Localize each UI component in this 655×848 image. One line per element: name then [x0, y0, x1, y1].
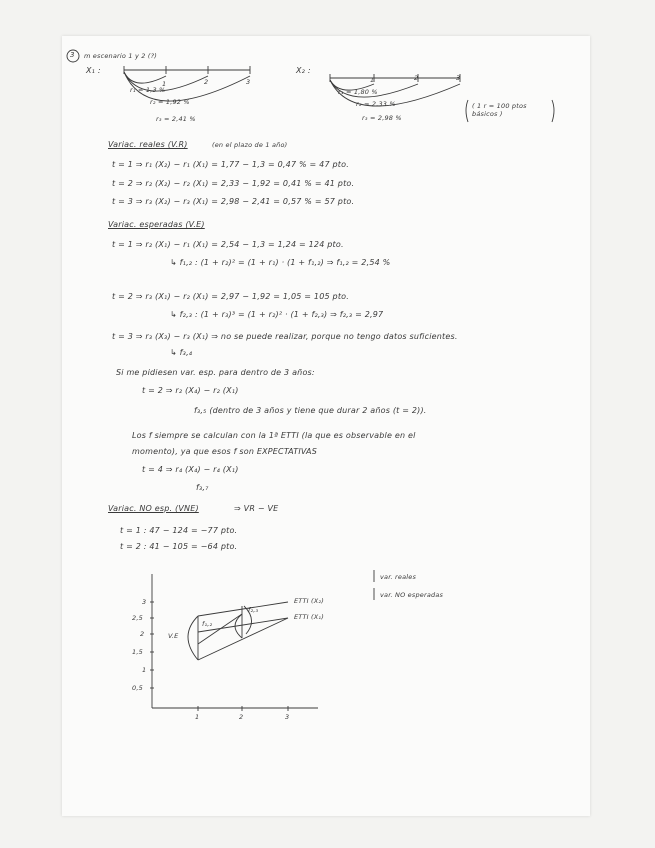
graph-legend-item: var. NO esperadas — [380, 591, 444, 599]
exercise-number: 3 — [70, 51, 75, 59]
graph-y-tick: 0,5 — [132, 684, 143, 692]
timeline-x2-rate: r₃ = 2,98 % — [362, 114, 402, 122]
real-variation-line: t = 3 ⇒ r₃ (X₂) − r₃ (X₁) = 2,98 − 2,41 = 0,57 % = 57 pto. — [112, 197, 355, 206]
unexpected-variation-line: t = 1 : 47 − 124 = −77 pto. — [120, 526, 238, 535]
timeline-x2-rate: r₁ = 1,80 % — [338, 88, 378, 96]
expected-variation-line: t = 2 ⇒ r₃ (X₁) − r₂ (X₁) = 2,97 − 1,92 = 1,05 = 105 pto. — [112, 292, 349, 301]
real-variation-line: t = 2 ⇒ r₂ (X₂) − r₂ (X₁) = 2,33 − 1,92 = 0,41 % = 41 pto. — [112, 179, 355, 188]
graph-y-tick: 2,5 — [132, 614, 143, 622]
unexpected-variation-line: t = 2 : 41 − 105 = −64 pto. — [120, 542, 238, 551]
graph-annotation: V.E — [168, 632, 179, 640]
graph-x-tick: 3 — [285, 713, 290, 721]
timeline-x2-tick: 2 — [414, 74, 419, 82]
ask-line: f₃,₅ (dentro de 3 años y tiene que durar 2 años (t = 2)). — [194, 406, 427, 415]
notebook-page — [62, 36, 590, 816]
timeline-x2-label: X₂ : — [296, 66, 311, 75]
ask-line: momento), ya que esos f son EXPECTATIVAS — [132, 447, 318, 456]
expected-variation-line: t = 1 ⇒ r₂ (X₁) − r₁ (X₁) = 2,54 − 1,3 = 1,24 = 124 pto. — [112, 240, 344, 249]
section-title-expected: Variac. esperadas (V.E) — [108, 220, 205, 229]
exercise-header: m escenario 1 y 2 (?) — [84, 52, 158, 60]
graph-annotation: f₁,₂ — [202, 620, 213, 628]
timeline-x1-rate: r₁ = 1,3 % — [130, 86, 166, 94]
graph-x-tick: 1 — [195, 713, 200, 721]
handwritten-sketches — [62, 36, 590, 816]
section-title-real: Variac. reales (V.R) — [108, 140, 188, 149]
graph-x-tick: 2 — [239, 713, 244, 721]
graph-y-tick: 3 — [142, 598, 147, 606]
unexpected-formula: ⇒ VR − VE — [234, 504, 279, 513]
ask-line: t = 4 ⇒ r₄ (X₄) − r₄ (X₁) — [142, 465, 239, 474]
ask-line: f₃,₇ — [196, 483, 209, 492]
basis-points-note: ( 1 r = 100 ptos básicos ) — [472, 102, 527, 118]
timeline-x1-tick: 2 — [204, 78, 209, 86]
timeline-x1-rate: r₃ = 2,41 % — [156, 115, 196, 123]
expected-variation-line: t = 3 ⇒ r₃ (X₃) − r₃ (X₁) ⇒ no se puede realizar, porque no tengo datos suficientes. — [112, 332, 458, 341]
timeline-x1-tick: 1 — [162, 80, 167, 88]
expected-variation-line: ↳ f₁,₂ : (1 + r₂)² = (1 + r₁) · (1 + f₁,₂) ⇒ f₁,₂ = 2,54 % — [170, 258, 391, 267]
expected-variation-line: ↳ f₃,₄ — [170, 348, 193, 357]
timeline-x1-label: X₁ : — [86, 66, 101, 75]
ask-line: t = 2 ⇒ r₂ (X₄) − r₂ (X₁) — [142, 386, 239, 395]
section-note-real: (en el plazo de 1 año) — [212, 141, 288, 149]
timeline-x2-rate: r₂ = 2,33 % — [356, 100, 396, 108]
graph-legend-item: var. reales — [380, 573, 417, 581]
timeline-x2-tick: 3 — [456, 74, 461, 82]
graph-annotation: f₂,₃ — [248, 606, 259, 614]
ask-line: Si me pidiesen var. esp. para dentro de 3 años: — [116, 368, 315, 377]
graph-y-tick: 1,5 — [132, 648, 143, 656]
timeline-x1-rate: r₂ = 1,92 % — [150, 98, 190, 106]
graph-y-tick: 1 — [142, 666, 147, 674]
ask-line: Los f siempre se calculan con la 1ª ETTI (la que es observable en el — [132, 431, 416, 440]
section-title-unexpected: Variac. NO esp. (VNE) — [108, 504, 199, 513]
expected-variation-line: ↳ f₂,₃ : (1 + r₃)³ = (1 + r₂)² · (1 + f₂,₃) ⇒ f₂,₃ = 2,97 — [170, 310, 384, 319]
timeline-x2-tick: 1 — [370, 76, 375, 84]
graph-curve-label: ETTI (X₁) — [294, 613, 324, 621]
timeline-x1-tick: 3 — [246, 78, 251, 86]
graph-curve-label: ETTI (X₂) — [294, 597, 324, 605]
graph-y-tick: 2 — [140, 630, 145, 638]
real-variation-line: t = 1 ⇒ r₁ (X₂) − r₁ (X₁) = 1,77 − 1,3 = 0,47 % = 47 pto. — [112, 160, 349, 169]
